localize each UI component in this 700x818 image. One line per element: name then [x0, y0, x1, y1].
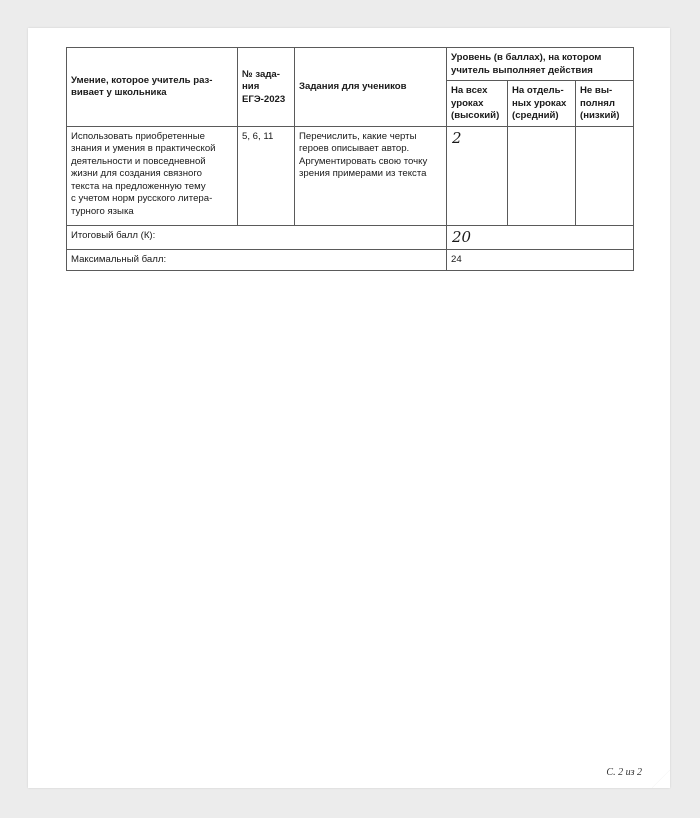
page-number: С. 2 из 2 — [606, 767, 642, 778]
header-level-medium: На отдель- ных уроках (средний) — [508, 81, 576, 127]
row-task-number: 5, 6, 11 — [238, 126, 295, 225]
document-page — [28, 28, 670, 788]
total-value: 20 — [452, 227, 472, 246]
header-level-group: Уровень (в баллах), на котором учитель выполняет действия — [447, 48, 634, 81]
total-row — [67, 225, 634, 250]
row-score-medium[interactable] — [508, 126, 576, 225]
header-skill: Умение, которое учитель раз- вивает у школьника — [67, 48, 238, 127]
total-label: Итоговый балл (К): — [67, 225, 447, 250]
max-value: 24 — [447, 250, 634, 271]
header-task-number: № зада- ния ЕГЭ-2023 — [238, 48, 295, 127]
max-label: Максимальный балл: — [67, 250, 447, 271]
row-skill: Использовать приобретенные знания и умения в практической деятельности и повседневной жизни для создания связного текста на предложенную тему с учетом норм русского литера- турного языка — [67, 126, 238, 225]
total-value-cell[interactable] — [447, 225, 634, 250]
page-corner-fold — [652, 770, 670, 788]
header-student-tasks: Задания для учеников — [295, 48, 447, 127]
row-student-tasks: Перечислить, какие черты героев описывает автор. Аргументировать свою точку зрения примерами из текста — [295, 126, 447, 225]
handwritten-score: 2 — [452, 128, 462, 147]
evaluation-table — [66, 47, 634, 271]
row-score-high[interactable] — [447, 126, 508, 225]
table-row — [67, 126, 634, 225]
row-score-low[interactable] — [576, 126, 634, 225]
header-level-high: На всех уроках (высокий) — [447, 81, 508, 127]
header-level-low: Не вы- полнял (низкий) — [576, 81, 634, 127]
max-row — [67, 250, 634, 271]
header-row-1 — [67, 48, 634, 81]
